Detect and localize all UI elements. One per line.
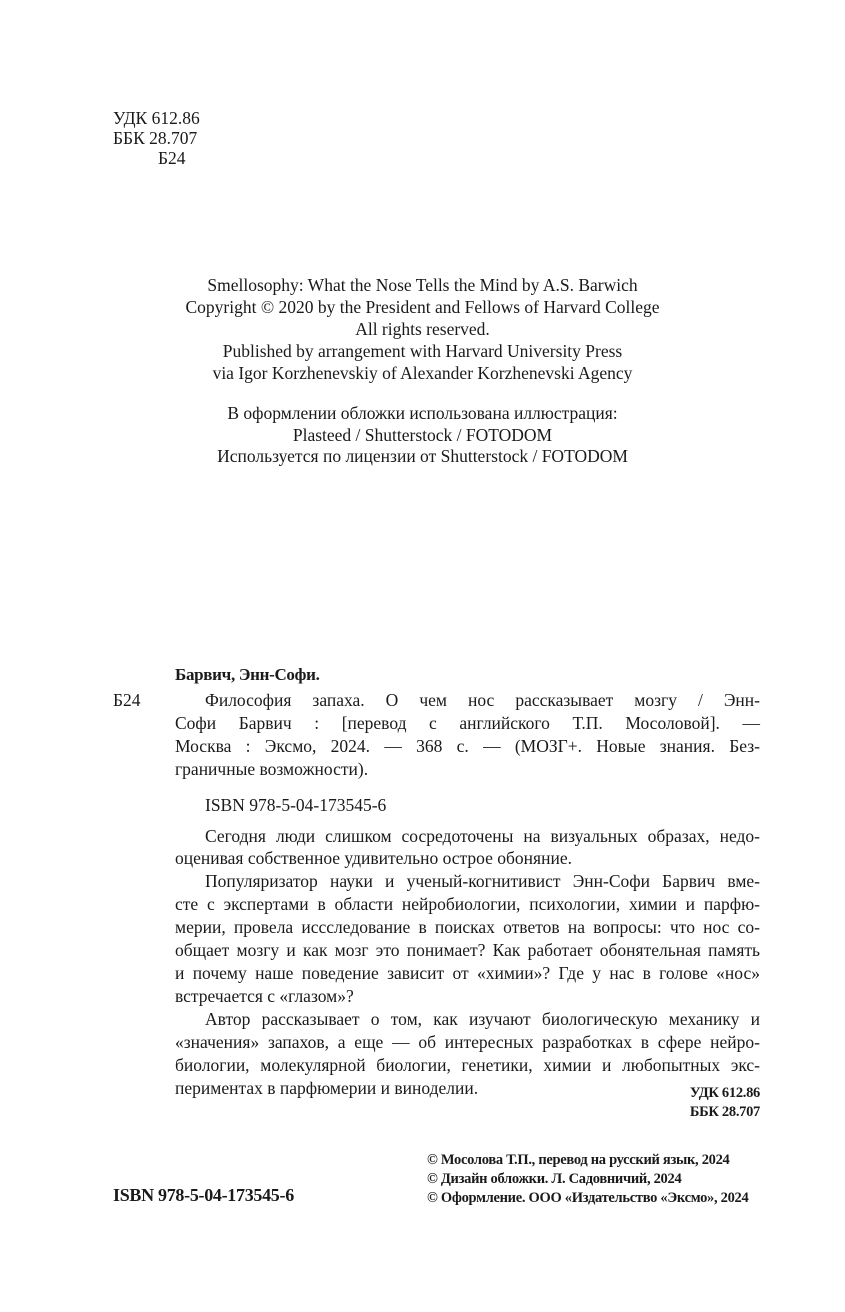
footer-udk: УДК 612.86	[689, 1085, 760, 1101]
credit-line: Используется по лицензии от Shutterstock / FOTODOM	[217, 446, 628, 466]
credit-line: В оформлении обложки использована иллюстрация:	[227, 403, 618, 423]
isbn: ISBN 978-5-04-173545-6	[205, 795, 387, 815]
rights-line: Copyright © 2020 by the President and Fellows of Harvard College	[185, 297, 660, 317]
annotation-line: общает мозгу и как мозг это понимает? Как работает обонятельная память	[175, 940, 760, 960]
footer-isbn: ISBN 978-5-04-173545-6	[113, 1185, 294, 1205]
copyright-line: © Мосолова Т.П., перевод на русский язык, 2024	[427, 1152, 730, 1168]
annotation-line: биологии, молекулярной биологии, генетики, химии и любопытных экс-	[175, 1055, 760, 1075]
record-line: Софи Барвич : [перевод с английского Т.П. Мосоловой]. —	[175, 713, 760, 733]
credit-line: Plasteed / Shutterstock / FOTODOM	[292, 425, 553, 445]
record-line: Философия запаха. О чем нос рассказывает мозгу / Энн-	[205, 690, 760, 710]
rights-line: Published by arrangement with Harvard University Press	[222, 341, 623, 361]
annotation-line: «значения» запахов, а еще — об интересных разработках в сфере нейро-	[175, 1032, 760, 1052]
author-heading: Барвич, Энн-Софи.	[175, 665, 320, 684]
annotation-line: встречается с «глазом»?	[175, 986, 354, 1006]
annotation-line: мерии, провела иссследование в поисках ответов на вопросы: что нос со-	[175, 917, 760, 937]
annotation-line: Сегодня люди слишком сосредоточены на визуальных образах, недо-	[205, 826, 760, 846]
annotation-line: периментах в парфюмерии и виноделии.	[175, 1078, 479, 1098]
bbk-code: ББК 28.707	[113, 128, 198, 148]
annotation-line: Автор рассказывает о том, как изучают биологическую механику и	[205, 1009, 760, 1029]
annotation-line: и почему наше поведение зависит от «химии»? Где у нас в голове «нос»	[175, 963, 760, 983]
rights-line: All rights reserved.	[355, 319, 490, 339]
annotation-line: сте с экспертами в области нейробиологии, психологии, химии и парфю-	[175, 894, 760, 914]
record-line: граничные возможности).	[175, 759, 369, 779]
author-mark: Б24	[113, 690, 141, 710]
author-mark: Б24	[158, 148, 186, 168]
udk-code: УДК 612.86	[113, 108, 200, 128]
rights-line: via Igor Korzhenevskiy of Alexander Korzhenevski Agency	[212, 363, 633, 383]
copyright-line: © Дизайн обложки. Л. Садовничий, 2024	[427, 1171, 682, 1187]
rights-line: Smellosophy: What the Nose Tells the Mind by A.S. Barwich	[207, 275, 638, 295]
annotation-line: оценивая собственное удивительно острое обоняние.	[175, 848, 572, 868]
record-line: Москва : Эксмо, 2024. — 368 с. — (МОЗГ+. Новые знания. Без-	[175, 736, 760, 756]
annotation-line: Популяризатор науки и ученый-когнитивист Энн-Софи Барвич вме-	[205, 871, 760, 891]
footer-bbk: ББК 28.707	[689, 1104, 760, 1120]
copyright-line: © Оформление. ООО «Издательство «Эксмо», 2024	[427, 1190, 749, 1206]
